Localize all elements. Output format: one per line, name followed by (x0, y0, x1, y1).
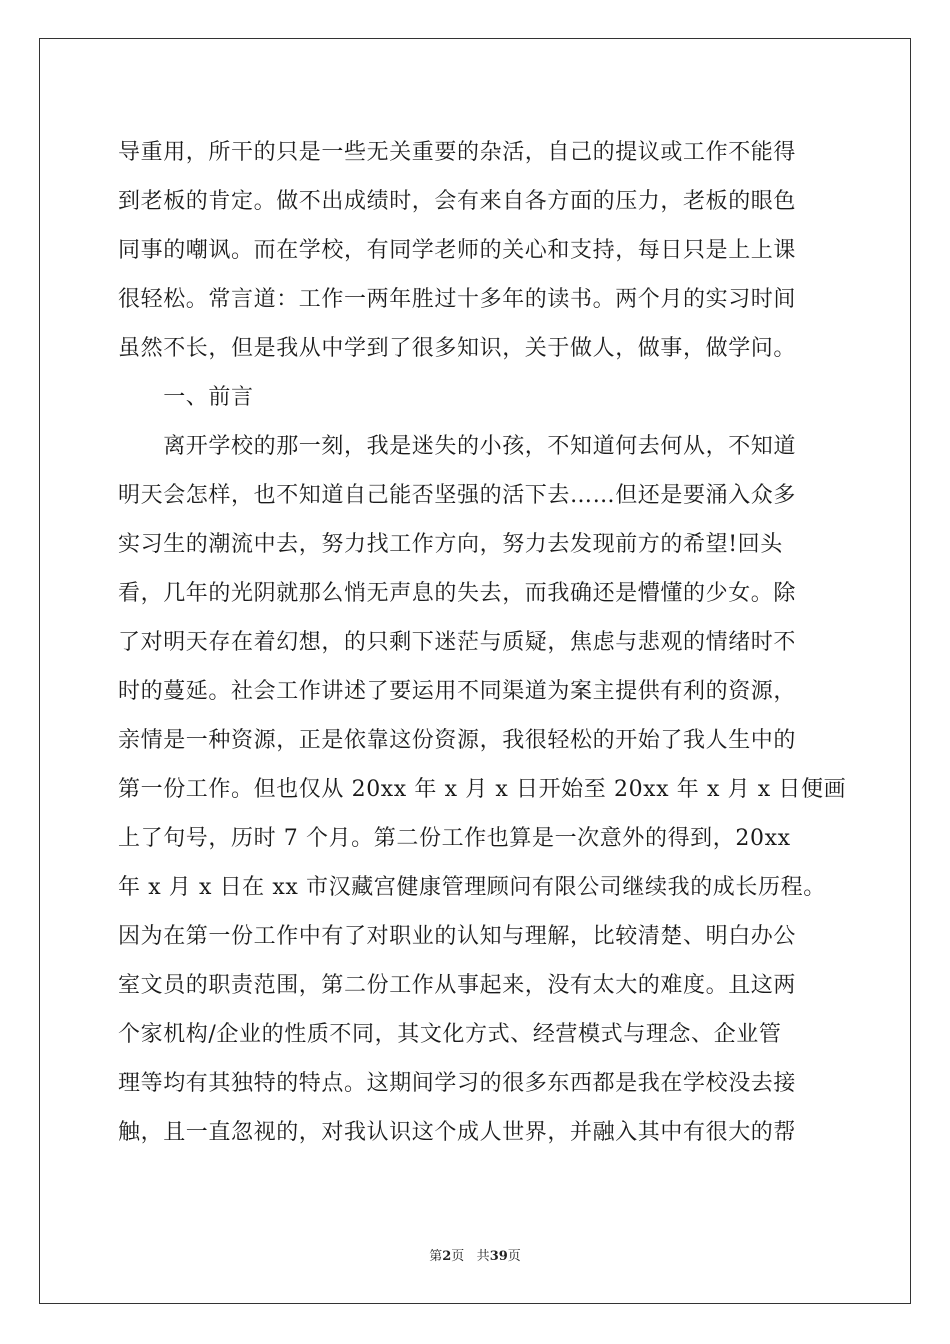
text-line: 室文员的职责范围，第二份工作从事起来，没有太大的难度。且这两 (118, 973, 797, 998)
text-line: 触，且一直忽视的，对我认识这个成人世界，并融入其中有很大的帮 (118, 1120, 797, 1145)
total-label-suffix: 页 (507, 1249, 521, 1264)
text-line: 实习生的潮流中去，努力找工作方向，努力去发现前方的希望!回头 (118, 532, 783, 557)
page-number: 2 (442, 1249, 452, 1264)
text-line: 时的蔓延。社会工作讲述了要运用不同渠道为案主提供有利的资源， (118, 679, 797, 704)
text-line: 看，几年的光阴就那么悄无声息的失去，而我确还是懵懂的少女。除 (118, 581, 797, 606)
text-line: 很轻松。常言道：工作一两年胜过十多年的读书。两个月的实习时间 (118, 287, 797, 312)
text-line: 明天会怎样，也不知道自己能否坚强的活下去……但还是要涌入众多 (118, 483, 797, 508)
page-footer (0, 1249, 950, 1265)
section-heading: 一、前言 (118, 385, 254, 410)
text-line: 年 x 月 x 日在 xx 市汉藏宫健康管理顾问有限公司继续我的成长历程。 (118, 875, 826, 900)
text-line: 个家机构/企业的性质不同，其文化方式、经营模式与理念、企业管 (118, 1022, 782, 1047)
text-line: 离开学校的那一刻，我是迷失的小孩，不知道何去何从，不知道 (118, 434, 797, 459)
text-line: 了对明天存在着幻想，的只剩下迷茫与质疑，焦虑与悲观的情绪时不 (118, 630, 797, 655)
text-line: 导重用，所干的只是一些无关重要的杂活，自己的提议或工作不能得 (118, 140, 797, 165)
text-line: 同事的嘲讽。而在学校，有同学老师的关心和支持，每日只是上上课 (118, 238, 797, 263)
body-text (118, 128, 847, 1157)
page-label-suffix: 页 (451, 1249, 465, 1264)
page-label-prefix: 第 (429, 1249, 443, 1264)
total-pages: 39 (489, 1249, 508, 1264)
text-line: 理等均有其独特的特点。这期间学习的很多东西都是我在学校没去接 (118, 1071, 797, 1096)
text-line: 第一份工作。但也仅从 20xx 年 x 月 x 日开始至 20xx 年 x 月 x 日便画 (118, 777, 847, 802)
text-line: 虽然不长，但是我从中学到了很多知识，关于做人，做事，做学问。 (118, 336, 797, 361)
text-line: 亲情是一种资源，正是依靠这份资源，我很轻松的开始了我人生中的 (118, 728, 797, 753)
total-label-prefix: 共 (476, 1249, 490, 1264)
text-line: 上了句号，历时 7 个月。第二份工作也算是一次意外的得到，20xx (118, 826, 791, 851)
text-line: 到老板的肯定。做不出成绩时，会有来自各方面的压力，老板的眼色 (118, 189, 797, 214)
text-line: 因为在第一份工作中有了对职业的认知与理解，比较清楚、明白办公 (118, 924, 797, 949)
